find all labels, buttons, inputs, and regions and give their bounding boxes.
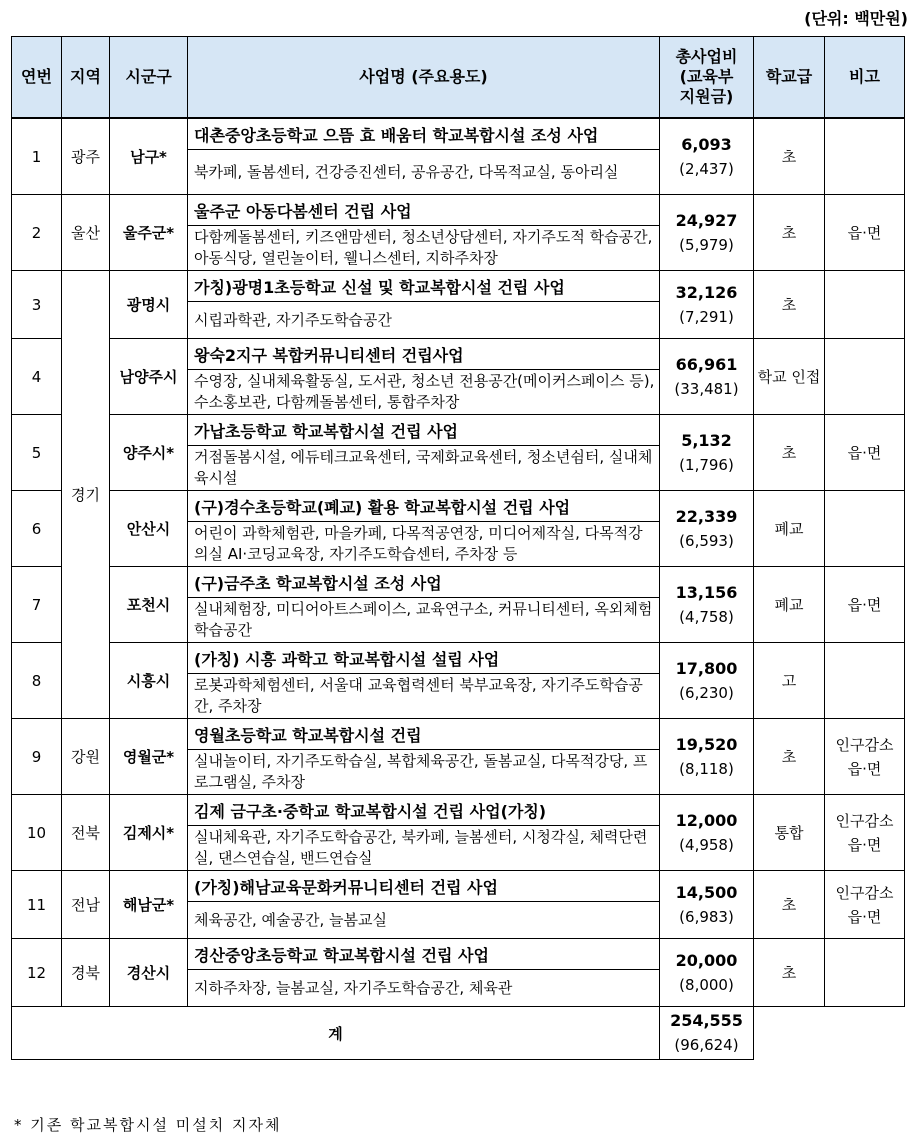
project-title: 경산중앙초등학교 학교복합시설 건립 사업 [188,939,660,970]
row-no: 2 [12,195,62,271]
row-school: 초 [754,719,825,795]
row-cost [660,271,754,339]
row-school: 폐교 [754,567,825,643]
row-cost [660,415,754,491]
header-no: 연번 [12,37,62,119]
row-school: 통합 [754,795,825,871]
project-title: 가칭)광명1초등학교 신설 및 학교복합시설 건립 사업 [188,271,660,302]
table-row [12,339,905,370]
header-school: 학교급 [754,37,825,119]
header-cost-line2: (교육부 [679,67,734,86]
table-row [12,271,905,302]
row-no: 7 [12,567,62,643]
row-city: 김제시* [110,795,188,871]
project-title: 울주군 아동다봄센터 건립 사업 [188,195,660,226]
row-remark: 읍·면 [825,195,905,271]
row-city: 남구* [110,118,188,195]
header-cost-line3: 지원금) [679,87,734,106]
total-cost: 17,800 [675,658,738,678]
support-amount: (8,118) [679,759,734,778]
row-cost [660,871,754,939]
row-cost [660,195,754,271]
row-remark: 읍·면 [825,567,905,643]
total-cost: 32,126 [675,282,738,302]
footnote: * 기존 학교복합시설 미설치 지자체 [14,1116,282,1134]
row-no: 3 [12,271,62,339]
row-cost [660,567,754,643]
row-no: 10 [12,795,62,871]
project-uses: 수영장, 실내체육활동실, 도서관, 청소년 전용공간(메이커스페이스 등), 수소홍보관, 다함께돌봄센터, 통합주차장 [188,370,660,415]
row-no: 4 [12,339,62,415]
row-school: 초 [754,939,825,1007]
row-school: 초 [754,871,825,939]
row-cost [660,719,754,795]
total-cost: 13,156 [675,582,738,602]
row-region: 전남 [62,871,110,939]
total-cost: 14,500 [675,882,738,902]
row-no: 11 [12,871,62,939]
project-table [11,36,905,1060]
total-remark-empty [825,1007,905,1060]
support-amount: (6,230) [679,683,734,702]
row-school: 초 [754,195,825,271]
row-school: 고 [754,643,825,719]
project-title: (가칭) 시흥 과학고 학교복합시설 설립 사업 [188,643,660,674]
table-row [12,719,905,750]
project-uses: 거점돌봄시설, 에듀테크교육센터, 국제화교육센터, 청소년쉼터, 실내체육시설 [188,446,660,491]
total-cost: 22,339 [675,506,738,526]
row-no: 1 [12,118,62,195]
row-no: 5 [12,415,62,491]
project-title: 가납초등학교 학교복합시설 건립 사업 [188,415,660,446]
project-uses: 북카페, 돌봄센터, 건강증진센터, 공유공간, 다목적교실, 동아리실 [188,150,660,195]
row-cost [660,939,754,1007]
row-school: 학교 인접 [754,339,825,415]
row-region: 광주 [62,118,110,195]
row-city: 울주군* [110,195,188,271]
support-amount: (4,758) [679,607,734,626]
row-no: 6 [12,491,62,567]
support-amount: (4,958) [679,835,734,854]
support-amount: (6,983) [679,907,734,926]
project-uses: 로봇과학체험센터, 서울대 교육협력센터 북부교육장, 자기주도학습공간, 주차장 [188,674,660,719]
grand-total-support: (96,624) [674,1036,739,1054]
row-remark [825,939,905,1007]
project-title: (구)경수초등학교(폐교) 활용 학교복합시설 건립 사업 [188,491,660,522]
table-row [12,871,905,902]
row-city: 안산시 [110,491,188,567]
row-remark [825,271,905,339]
total-cost: 19,520 [675,734,738,754]
project-uses: 시립과학관, 자기주도학습공간 [188,302,660,339]
row-school: 폐교 [754,491,825,567]
total-cost: 66,961 [675,354,738,374]
row-school: 초 [754,415,825,491]
row-cost [660,795,754,871]
total-cost: 12,000 [675,810,738,830]
support-amount: (7,291) [679,307,734,326]
project-uses: 다함께돌봄센터, 키즈앤맘센터, 청소년상담센터, 자기주도적 학습공간, 아동식당, 열린놀이터, 웰니스센터, 지하주차장 [188,226,660,271]
project-title: 왕숙2지구 복합커뮤니티센터 건립사업 [188,339,660,370]
row-no: 12 [12,939,62,1007]
unit-note: (단위: 백만원) [804,9,908,28]
row-cost [660,491,754,567]
total-cost: 24,927 [675,210,738,230]
table-row [12,491,905,522]
row-cost [660,643,754,719]
row-city: 남양주시 [110,339,188,415]
total-cost: 20,000 [675,950,738,970]
project-uses: 지하주차장, 늘봄교실, 자기주도학습공간, 체육관 [188,970,660,1007]
project-title: 영월초등학교 학교복합시설 건립 [188,719,660,750]
row-city: 포천시 [110,567,188,643]
header-project: 사업명 (주요용도) [188,37,660,119]
project-title: (구)금주초 학교복합시설 조성 사업 [188,567,660,598]
project-title: 대촌중앙초등학교 으뜸 효 배움터 학교복합시설 조성 사업 [188,118,660,150]
row-region: 울산 [62,195,110,271]
row-city: 양주시* [110,415,188,491]
row-city: 경산시 [110,939,188,1007]
row-remark: 인구감소 읍·면 [825,871,905,939]
row-cost [660,339,754,415]
row-remark: 읍·면 [825,415,905,491]
support-amount: (33,481) [674,379,739,398]
row-remark: 인구감소 읍·면 [825,795,905,871]
row-region: 강원 [62,719,110,795]
project-uses: 실내놀이터, 자기주도학습실, 복합체육공간, 돌봄교실, 다목적강당, 프로그램실, 주차장 [188,750,660,795]
row-no: 9 [12,719,62,795]
project-title: (가칭)해남교육문화커뮤니티센터 건립 사업 [188,871,660,902]
table-row [12,795,905,826]
table-row [12,195,905,226]
row-remark [825,339,905,415]
row-city: 광명시 [110,271,188,339]
row-city: 해남군* [110,871,188,939]
header-cost [660,37,754,119]
project-title: 김제 금구초·중학교 학교복합시설 건립 사업(가칭) [188,795,660,826]
support-amount: (2,437) [679,159,734,178]
table-row [12,567,905,598]
support-amount: (6,593) [679,531,734,550]
header-city: 시군구 [110,37,188,119]
project-uses: 어린이 과학체험관, 마을카페, 다목적공연장, 미디어제작실, 다목적강의실 AI·코딩교육장, 자기주도학습센터, 주차장 등 [188,522,660,567]
total-cost-cell [660,1007,754,1060]
support-amount: (1,796) [679,455,734,474]
row-city: 영월군* [110,719,188,795]
row-remark [825,491,905,567]
table-row [12,939,905,970]
total-row [12,1007,905,1060]
row-cost [660,118,754,195]
support-amount: (5,979) [679,235,734,254]
row-remark [825,643,905,719]
total-cost: 5,132 [681,430,732,450]
row-region-gyeonggi: 경기 [62,271,110,719]
header-region: 지역 [62,37,110,119]
row-remark [825,118,905,195]
row-remark: 인구감소 읍·면 [825,719,905,795]
project-uses: 실내체험장, 미디어아트스페이스, 교육연구소, 커뮤니티센터, 옥외체험학습공간 [188,598,660,643]
total-label: 계 [12,1007,660,1060]
row-school: 초 [754,118,825,195]
row-school: 초 [754,271,825,339]
grand-total-cost: 254,555 [670,1011,743,1030]
row-city: 시흥시 [110,643,188,719]
table-row [12,118,905,150]
total-cost: 6,093 [681,134,732,154]
table-row [12,643,905,674]
header-remark: 비고 [825,37,905,119]
table-row [12,415,905,446]
project-uses: 체육공간, 예술공간, 늘봄교실 [188,902,660,939]
project-uses: 실내체육관, 자기주도학습공간, 북카페, 늘봄센터, 시청각실, 체력단련실, 댄스연습실, 밴드연습실 [188,826,660,871]
row-region: 경북 [62,939,110,1007]
row-region: 전북 [62,795,110,871]
header-row [12,37,905,119]
total-school-empty [754,1007,825,1060]
support-amount: (8,000) [679,975,734,994]
header-cost-line1: 총사업비 [675,47,738,66]
row-no: 8 [12,643,62,719]
